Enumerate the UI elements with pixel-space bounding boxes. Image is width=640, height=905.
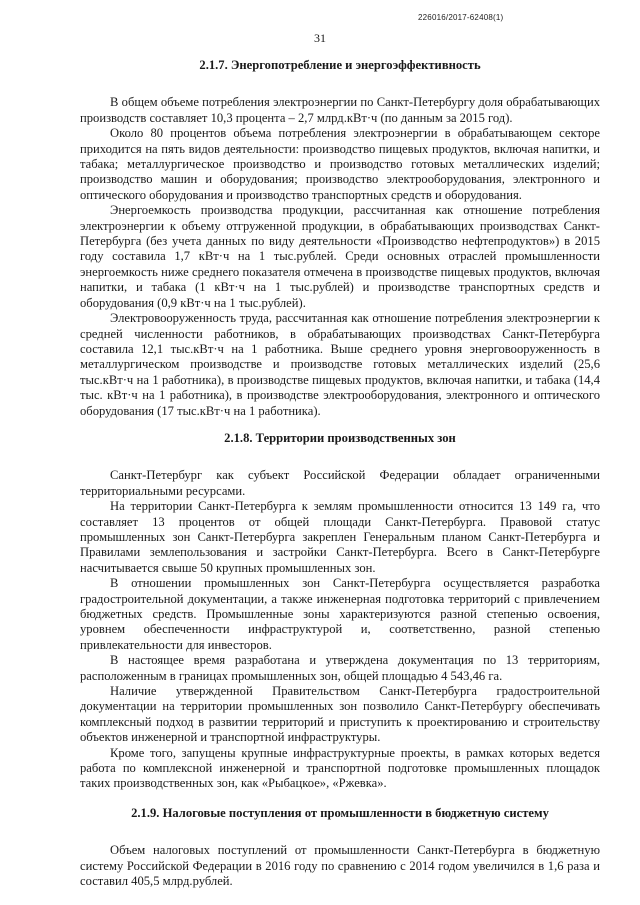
page-content: [80, 58, 600, 890]
paragraph: Энергоемкость производства продукции, рассчитанная как отношение потребления электроэнергии к объему отгруженной продукции, в обрабатывающих производствах Санкт-Петербурга (без учета данных по виду деятельности «Производство нефтепродуктов») в 2015 году составила 1,7 кВт·ч на 1 тыс.рублей. Среди основных отраслей промышленности энергоемкость ниже среднего показателя отмечена в производстве пищевых продуктов, включая напитки, и табака (1 кВт·ч на 1 тыс.рублей) и производстве транспортных средств и оборудования (0,9 кВт·ч на 1 тыс.рублей).: [80, 203, 600, 310]
paragraph: Около 80 процентов объема потребления электроэнергии в обрабатывающем секторе приходится на пять видов деятельности: производство пищевых продуктов, включая напитки, и табака; металлургическое производство и производство готовых металлических изделий; производство машин и оборудования; производство электрооборудования, электронного и оптического оборудования и производство транспортных средств и оборудования.: [80, 126, 600, 202]
paragraph: Объем налоговых поступлений от промышленности Санкт-Петербурга в бюджетную систему Российской Федерации в 2016 году по сравнению с 2014 годом увеличился в 1,6 раза и составил 405,5 млрд.рублей.: [80, 843, 600, 889]
paragraph: Электровооруженность труда, рассчитанная как отношение потребления электроэнергии к средней численности работников, в обрабатывающих производствах Санкт-Петербурга составила 12,1 тыс.кВт·ч на 1 работника. Выше среднего уровня энерговооруженность в металлургическом производстве и производстве готовых металлических изделий (25,6 тыс.кВт·ч на 1 работника), в производстве пищевых продуктов, включая напитки, и табака (14,4 тыс. кВт·ч на 1 работника), в производстве электрооборудования, электронного и оптического оборудования (17 тыс.кВт·ч на 1 работника).: [80, 311, 600, 418]
paragraph: В общем объеме потребления электроэнергии по Санкт-Петербургу доля обрабатывающих производств составляет 10,3 процента – 2,7 млрд.кВт·ч (по данным за 2015 год).: [80, 95, 600, 125]
section-heading: 2.1.9. Налоговые поступления от промышленности в бюджетную систему: [131, 805, 549, 820]
paragraph: В настоящее время разработана и утверждена документация по 13 территориям, расположенным в границах промышленных зон, общей площадью 4 543,46 га.: [80, 653, 600, 683]
section-heading: 2.1.8. Территории производственных зон: [224, 430, 456, 445]
paragraph: Кроме того, запущены крупные инфраструктурные проекты, в рамках которых ведется работа по комплексной инженерной и транспортной подготовке промышленных площадок таких производственных зон, как «Рыбацкое», «Ржевка».: [80, 745, 600, 791]
section-tax-revenue: [80, 806, 600, 890]
section-production-zones: [80, 431, 600, 792]
section-energy-consumption: [80, 58, 600, 419]
page-number: 31: [314, 31, 326, 45]
document-number: 226016/2017-62408(1): [418, 13, 504, 22]
paragraph: Наличие утвержденной Правительством Санкт-Петербурга градостроительной документации на территории промышленных зон позволило Санкт-Петербургу обеспечивать комплексный подход в развитии территорий и приступить к проектированию и строительству объектов инженерной и транспортной инфраструктуры.: [80, 684, 600, 745]
paragraph: На территории Санкт-Петербурга к землям промышленности относится 13 149 га, что составляет 13 процентов от общей площади Санкт-Петербурга. Правовой статус промышленных зон Санкт-Петербурга закреплен Генеральным планом Санкт-Петербурга и Правилами землепользования и застройки Санкт-Петербурга. Всего в Санкт-Петербурге насчитывается свыше 50 крупных промышленных зон.: [80, 499, 600, 575]
paragraph: Санкт-Петербург как субъект Российской Федерации обладает ограниченными территориальными ресурсами.: [80, 468, 600, 498]
paragraph: В отношении промышленных зон Санкт-Петербурга осуществляется разработка градостроительной документации, а также инженерная подготовка территорий с привлечением бюджетных средств. Промышленные зоны характеризуются разной степенью освоения, уровнем обеспеченности инфраструктурой и, соответственно, разной степенью привлекательности для инвесторов.: [80, 576, 600, 652]
section-heading: 2.1.7. Энергопотребление и энергоэффективность: [199, 58, 481, 72]
